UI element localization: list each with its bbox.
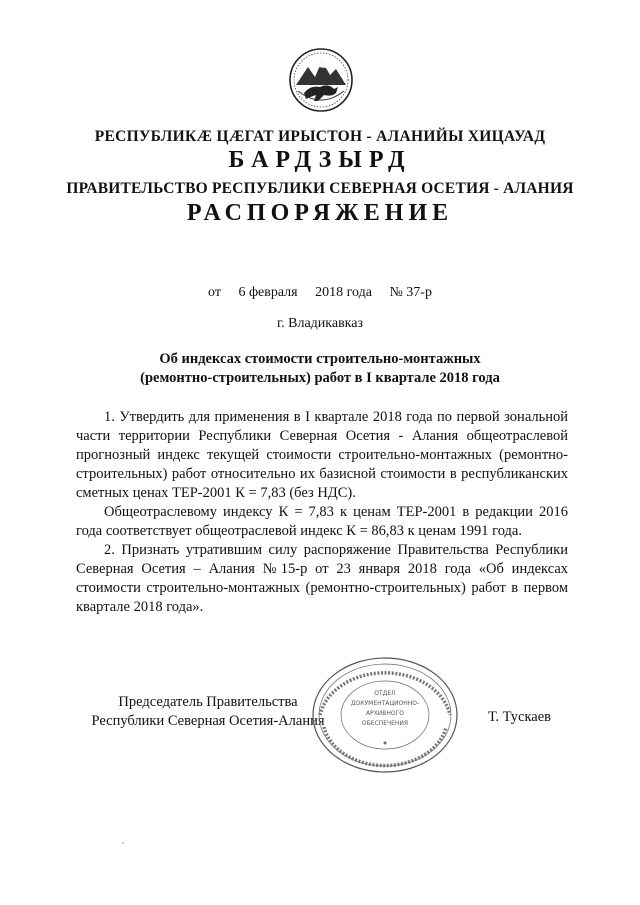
seal-inner-line-2: ДОКУМЕНТАЦИОННО- xyxy=(350,700,420,707)
header-russian-order-title: РАСПОРЯЖЕНИЕ xyxy=(186,200,454,226)
subject-line-1: Об индексах стоимости строительно-монтажных xyxy=(159,351,481,367)
signatory-title-line-1: Председатель Правительства xyxy=(118,694,298,710)
signatory-title-line-2: Республики Северная Осетия-Алания xyxy=(91,713,325,729)
subject-line-2: (ремонтно-строительных) работ в I квартале 2018 года xyxy=(140,370,500,386)
header-ossetian-government: РЕСПУБЛИКӔ ЦӔГАТ ИРЫСТОН - АЛАНИЙЫ ХИЦАУАД xyxy=(94,128,546,145)
header-russian-government: ПРАВИТЕЛЬСТВО РЕСПУБЛИКИ СЕВЕРНАЯ ОСЕТИЯ - АЛАНИЯ xyxy=(66,180,574,197)
body-paragraph-1: 1. Утвердить для применения в I квартале 2018 года по первой зональной части территории Республики Северная Осетия - Алания общеотраслевой прогнозный индекс текущей стоимости строительно-монтажных (ремонтно-строительных) работ относительно их базисной стоимости в республиканских сметных ценах ТЕР-2001 К = 7,83 (без НДС). xyxy=(76,409,568,501)
seal-inner-line-1: ОТДЕЛ xyxy=(374,690,396,697)
body-paragraph-2: Общеотраслевому индексу К = 7,83 к ценам ТЕР-2001 в редакции 2016 года соответствует общеотраслевой индекс К = 86,83 к ценам 1991 года. xyxy=(76,504,568,539)
coat-of-arms-emblem xyxy=(288,47,354,113)
seal-inner-line-4: ОБЕСПЕЧЕНИЯ xyxy=(361,720,409,727)
header-ossetian-order-title: БАРДЗЫРД xyxy=(228,147,412,173)
order-year: 2018 года xyxy=(315,285,372,300)
scan-speck xyxy=(120,840,128,848)
date-prefix: от xyxy=(208,285,221,300)
order-date: 6 февраля xyxy=(238,285,298,300)
signatory-title xyxy=(78,693,338,731)
signatory-name: Т. Тускаев xyxy=(488,709,552,725)
order-number: № 37-р xyxy=(389,285,432,300)
body-paragraph-3: 2. Признать утратившим силу распоряжение Правительства Республики Северная Осетия – Алания №15-р от 23 января 2018 года «Об индексах стоимости строительно-монтажных (ремонтно-строительных) работ в первом квартале 2018 года». xyxy=(76,542,568,615)
order-subject xyxy=(100,350,540,388)
order-city: г. Владикавказ xyxy=(276,316,364,331)
order-body xyxy=(76,408,568,617)
seal-inner-line-3: АРХИВНОГО xyxy=(365,710,405,717)
order-date-number-line xyxy=(208,285,432,301)
official-seal-stamp xyxy=(310,655,460,775)
